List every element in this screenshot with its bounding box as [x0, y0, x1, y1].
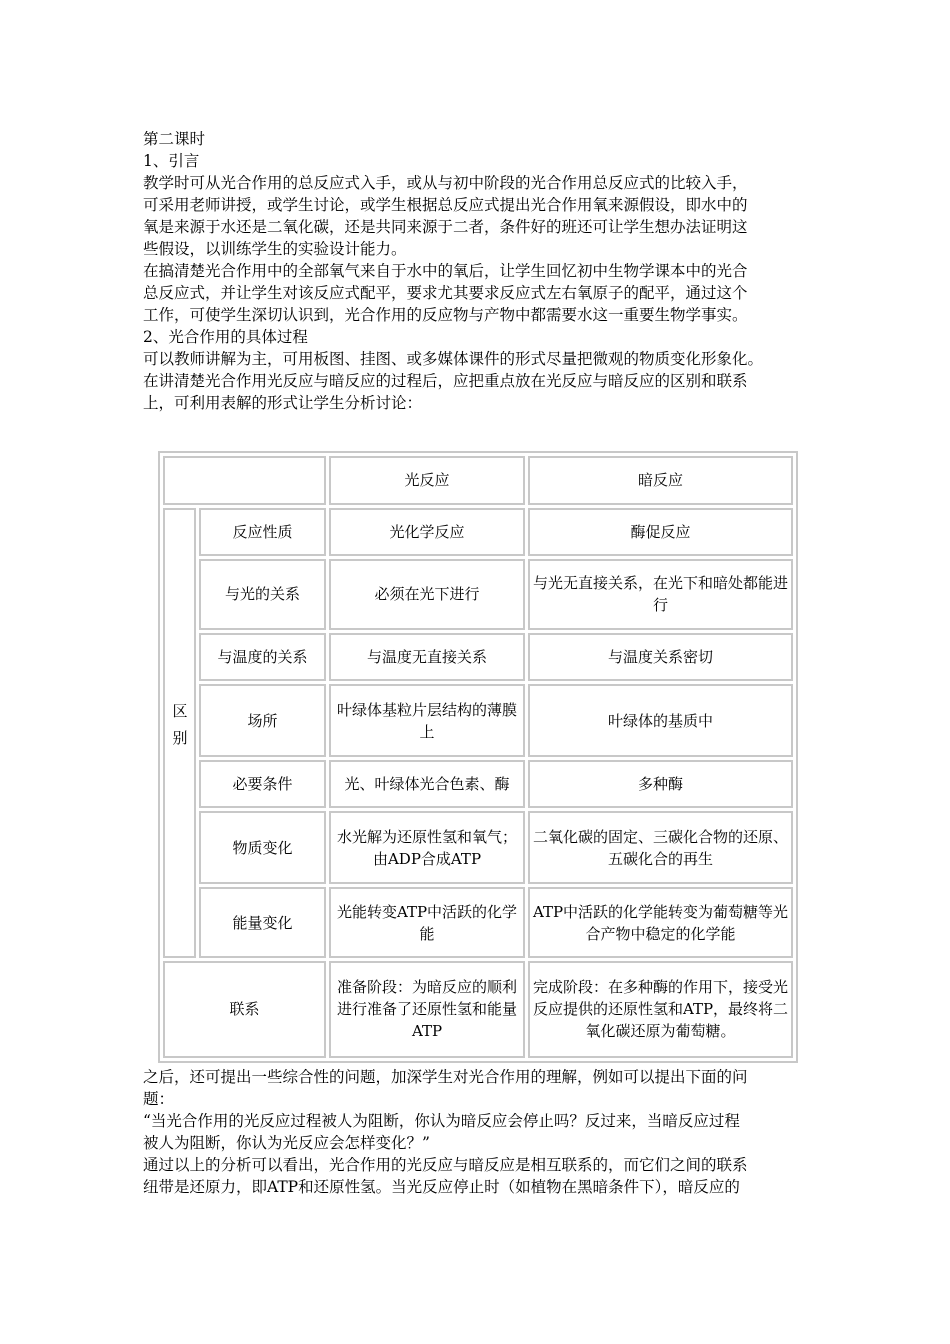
attr-cell: 场所 [199, 684, 326, 757]
light-cell: 光、叶绿体光合色素、酶 [329, 760, 525, 809]
paragraph-line: 题： [143, 1090, 175, 1108]
attr-cell: 必要条件 [199, 760, 326, 809]
attr-cell: 与光的关系 [199, 559, 326, 630]
body-text-top [143, 128, 807, 414]
attr-cell: 与温度的关系 [199, 633, 326, 682]
paragraph-3 [143, 348, 807, 414]
table-row [163, 633, 793, 682]
lesson-heading: 第二课时 [143, 130, 206, 148]
header-dark-reaction: 暗反应 [528, 456, 793, 505]
attr-cell: 反应性质 [199, 508, 326, 557]
dark-cell: 与光无直接关系，在光下和暗处都能进行 [528, 559, 793, 630]
table-row [163, 684, 793, 757]
dark-cell: 二氧化碳的固定、三碳化合物的还原、五碳化合的再生 [528, 811, 793, 884]
attr-cell: 物质变化 [199, 811, 326, 884]
light-cell: 水光解为还原性氢和氧气；由ADP合成ATP [329, 811, 525, 884]
link-light-cell: 准备阶段：为暗反应的顺利进行准备了还原性氢和能量ATP [329, 961, 525, 1058]
paragraph-line: 纽带是还原力，即ATP和还原性氢。当光反应停止时（如植物在黑暗条件下），暗反应的 [143, 1178, 740, 1196]
group-label-difference [163, 508, 196, 958]
table-row [163, 887, 793, 958]
paragraph-line: 之后，还可提出一些综合性的问题，加深学生对光合作用的理解，例如可以提出下面的问 [143, 1068, 748, 1086]
paragraph-line: 工作，可使学生深切认识到，光合作用的反应物与产物中都需要水这一重要生物学事实。 [143, 306, 748, 324]
empty-corner-cell [163, 456, 326, 505]
dark-cell: 与温度关系密切 [528, 633, 793, 682]
paragraph-line: 通过以上的分析可以看出，光合作用的光反应与暗反应是相互联系的，而它们之间的联系 [143, 1156, 748, 1174]
table-row [163, 508, 793, 557]
paragraph-line: 在搞清楚光合作用中的全部氧气来自于水中的氧后，让学生回忆初中生物学课本中的光合 [143, 262, 748, 280]
comparison-table [158, 451, 798, 1063]
link-label-cell: 联系 [163, 961, 326, 1058]
table-row [163, 811, 793, 884]
dark-cell: 叶绿体的基质中 [528, 684, 793, 757]
light-cell: 光化学反应 [329, 508, 525, 557]
table-row [163, 559, 793, 630]
dark-cell: ATP中活跃的化学能转变为葡萄糖等光合产物中稳定的化学能 [528, 887, 793, 958]
paragraph-line: 氧是来源于水还是二氧化碳，还是共同来源于二者，条件好的班还可让学生想办法证明这 [143, 218, 748, 236]
table-row [163, 760, 793, 809]
quote-line: “当光合作用的光反应过程被人为阻断，你认为暗反应会停止吗？反过来，当暗反应过程 [143, 1112, 740, 1130]
light-cell: 必须在光下进行 [329, 559, 525, 630]
paragraph-line: 上，可利用表解的形式让学生分析讨论： [143, 394, 423, 412]
section-title-process: 2、光合作用的具体过程 [143, 328, 308, 346]
dark-cell: 酶促反应 [528, 508, 793, 557]
paragraph-1 [143, 172, 807, 260]
section-title-intro: 1、引言 [143, 152, 200, 170]
light-cell: 光能转变ATP中活跃的化学能 [329, 887, 525, 958]
light-cell: 与温度无直接关系 [329, 633, 525, 682]
attr-cell: 能量变化 [199, 887, 326, 958]
paragraph-line: 可采用老师讲授，或学生讨论，或学生根据总反应式提出光合作用氧来源假设，即水中的 [143, 196, 748, 214]
paragraph-line: 些假设，以训练学生的实验设计能力。 [143, 240, 407, 258]
paragraph-line: 教学时可从光合作用的总反应式入手，或从与初中阶段的光合作用总反应式的比较入手， [143, 174, 748, 192]
link-dark-cell: 完成阶段：在多种酶的作用下，接受光反应提供的还原性氢和ATP，最终将二氧化碳还原为葡萄糖。 [528, 961, 793, 1058]
table-header-row [163, 456, 793, 505]
header-light-reaction: 光反应 [329, 456, 525, 505]
dark-cell: 多种酶 [528, 760, 793, 809]
paragraph-2 [143, 260, 807, 326]
paragraph-line: 可以教师讲解为主，可用板图、挂图、或多媒体课件的形式尽量把微观的物质变化形象化。 [143, 350, 764, 368]
body-text-bottom [143, 1066, 807, 1198]
paragraph-line: 总反应式，并让学生对该反应式配平，要求尤其要求反应式左右氧原子的配平，通过这个 [143, 284, 748, 302]
group-label-text: 区别 [170, 702, 189, 757]
paragraph-line: 在讲清楚光合作用光反应与暗反应的过程后，应把重点放在光反应与暗反应的区别和联系 [143, 372, 748, 390]
light-cell: 叶绿体基粒片层结构的薄膜上 [329, 684, 525, 757]
table-row-link [163, 961, 793, 1058]
quote-line: 被人为阻断，你认为光反应会怎样变化？” [143, 1134, 430, 1152]
